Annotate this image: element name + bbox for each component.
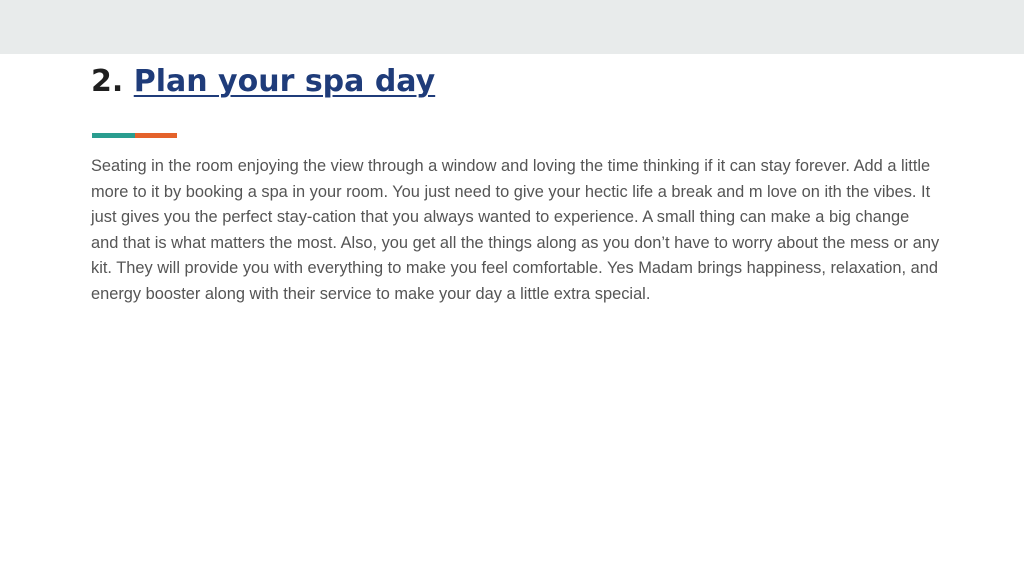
accent-divider-orange bbox=[135, 133, 177, 138]
top-banner-band bbox=[0, 0, 1024, 54]
section-heading bbox=[91, 60, 435, 104]
accent-divider-teal bbox=[92, 133, 135, 138]
accent-divider bbox=[92, 133, 177, 138]
plan-spa-day-link[interactable]: Plan your spa day bbox=[133, 64, 436, 99]
body-paragraph: Seating in the room enjoying the view through a window and loving the time thinking if it can stay forever. Add a little more to it by booking a spa in your room. You just need to give your hectic life a break and m love on ith the vibes. It just gives you the perfect stay-cation that you always wanted to experience. A small thing can make a big change and that is what matters the most. Also, you get all the things along as you don’t have to worry about the mess or any kit. They will provide you with everything to make you feel comfortable. Yes Madam brings happiness, relaxation, and energy booster along with their service to make your day a little extra special. bbox=[91, 157, 940, 303]
section-number: 2. bbox=[91, 64, 124, 99]
